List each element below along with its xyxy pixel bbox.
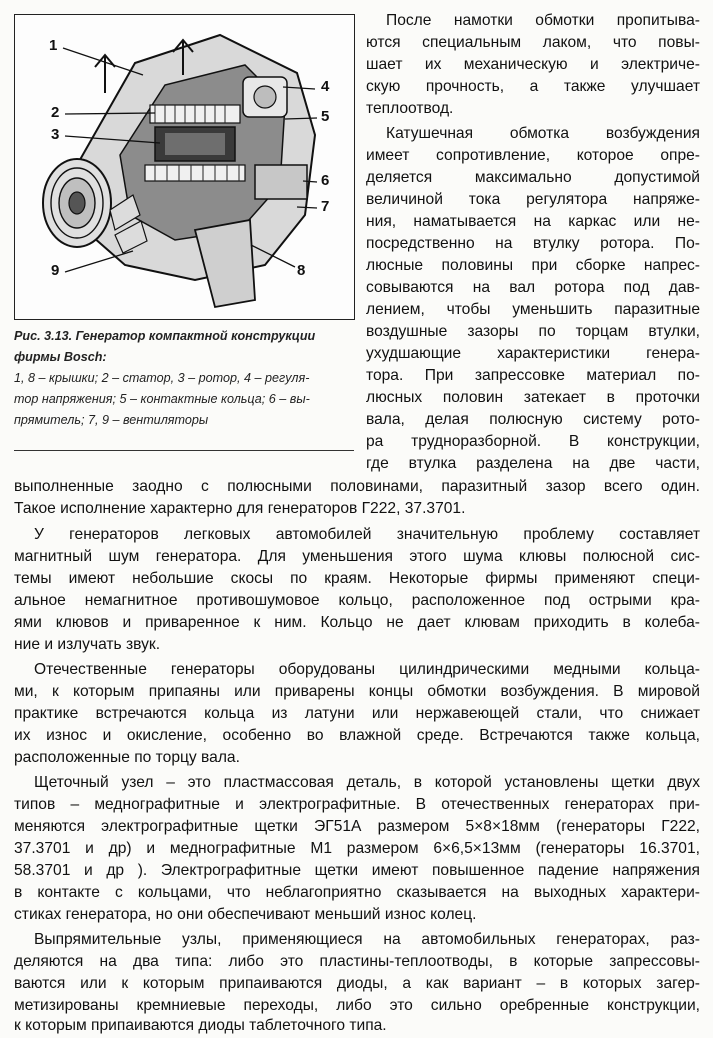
text-line: их износ и окисление, особенно во влажной среде. Встречаются также кольца, [14,727,700,744]
text-line: типов – меднографитные и электрографитные. В отечественных генераторах при- [14,796,700,813]
text-line: имеет сопротивление, которое опре- [366,147,700,164]
text-line: лением, чтобы уменьшить паразитные [366,301,700,318]
text-line: Щеточный узел – это пластмассовая деталь, в которой установлены щетки двух [34,774,700,791]
caption-title-line-2: фирмы Bosch: [14,350,107,364]
text-line: альное немагнитное противошумовое кольцо, расположенное под острыми кра- [14,592,700,609]
text-line: ями клювов и приваренное к ним. Кольцо не дает клювам приходить в колеба- [14,614,700,631]
figure-caption [14,326,354,431]
callout-8: 8 [297,262,306,279]
text-line: практике встречаются кольца из латуни или нержавеющей стали, что снижает [14,705,700,722]
text-line: ние и излучать звук. [14,636,161,653]
callout-4: 4 [321,78,330,95]
text-line: ваются или к которым припаиваются диоды, а как вариант – в которых загер- [14,975,700,992]
text-line: величиной тока регулятора напряже- [366,191,700,208]
callout-2: 2 [51,104,60,121]
text-line: магнитный шум генератора. Для уменьшения этого шума клювы полюсной сис- [14,548,700,565]
text-line: После намотки обмотки пропитыва- [386,12,700,29]
text-line: метизированы кремниевые переходы, либо это сильно оребренные конструкции, [14,997,700,1014]
callout-9: 9 [51,262,60,279]
text-line: шает их механическую и электриче- [366,56,700,73]
text-line: выполненные заодно с полюсными половинами, паразитный зазор всего один. [14,478,700,495]
text-line: Катушечная обмотка возбуждения [386,125,700,142]
text-line: Выпрямительные узлы, применяющиеся на автомобильных генераторах, раз- [34,931,700,948]
text-line: где втулка разделена на две части, [366,455,700,472]
text-line: Отечественные генераторы оборудованы цилиндрическими медными кольца- [34,661,700,678]
text-line: ются специальным лаком, что повы- [366,34,700,51]
text-line: люсных половин затекает в проточки [366,389,700,406]
callout-3: 3 [51,126,60,143]
text-line: посредственно на втулку ротора. По- [366,235,700,252]
text-line: темы имеют небольшие скосы по краям. Некоторые фирмы применяют специ- [14,570,700,587]
text-line: теплоотвод. [366,100,454,117]
text-line: люсные половины при сборке напрес- [366,257,700,274]
text-line: ми, к которым припаяны или приварены концы обмотки возбуждения. В мировой [14,683,700,700]
text-line: вала, делая полюсную систему рото- [366,411,700,428]
text-line: деляется максимально допустимой [366,169,700,186]
text-line: ра трудноразборной. В конструкции, [366,433,700,450]
text-line: тора. При запрессовке материал по- [366,367,700,384]
callout-1: 1 [49,37,58,54]
figure-alternator-illustration [14,14,355,320]
caption-title-line-1: Рис. 3.13. Генератор компактной конструкции [14,329,316,343]
text-line: 37.3701 и др) и меднографитные М1 размером 6×6,5×13мм (генераторы 16.3701, [14,840,700,857]
text-line: деляются на два типа: либо это пластины-теплоотводы, в которые запрессовы- [14,953,700,970]
caption-legend-line: 1, 8 – крышки; 2 – статор, 3 – ротор, 4 – регуля- [14,371,310,385]
text-line: воздушные зазоры по торцам втулки, [366,323,700,340]
text-line: Такое исполнение характерно для генераторов Г222, 37.3701. [14,500,466,517]
caption-divider [14,450,354,451]
text-line: ухудшающие характеристики генера- [366,345,700,362]
caption-legend-line: тор напряжения; 5 – контактные кольца; 6 – вы- [14,392,310,406]
callout-7: 7 [321,198,330,215]
text-line: меняются электрографитные щетки ЭГ51А размером 5×8×18мм (генераторы Г222, [14,818,700,835]
callout-5: 5 [321,108,330,125]
text-line: У генераторов легковых автомобилей значительную проблему составляет [34,526,700,543]
text-line: к которым припаиваются диоды таблеточного типа. [14,1017,387,1034]
text-line: 58.3701 и др ). Электрографитные щетки имеют повышенное падение напряжения [14,862,700,879]
caption-legend-line: прямитель; 7, 9 – вентиляторы [14,413,209,427]
text-line: в контакте с кольцами, что неблагоприятно сказывается на выходных характери- [14,884,700,901]
text-line: стиках генератора, но они обеспечивают меньший износ колец. [14,906,477,923]
text-line: скую прочность, а также улучшает [366,78,700,95]
text-line: ния, наматывается на каркас или не- [366,213,700,230]
text-line: расположенные по торцу вала. [14,749,240,766]
text-line: совываются на вал ротора под дав- [366,279,700,296]
callout-6: 6 [321,172,330,189]
